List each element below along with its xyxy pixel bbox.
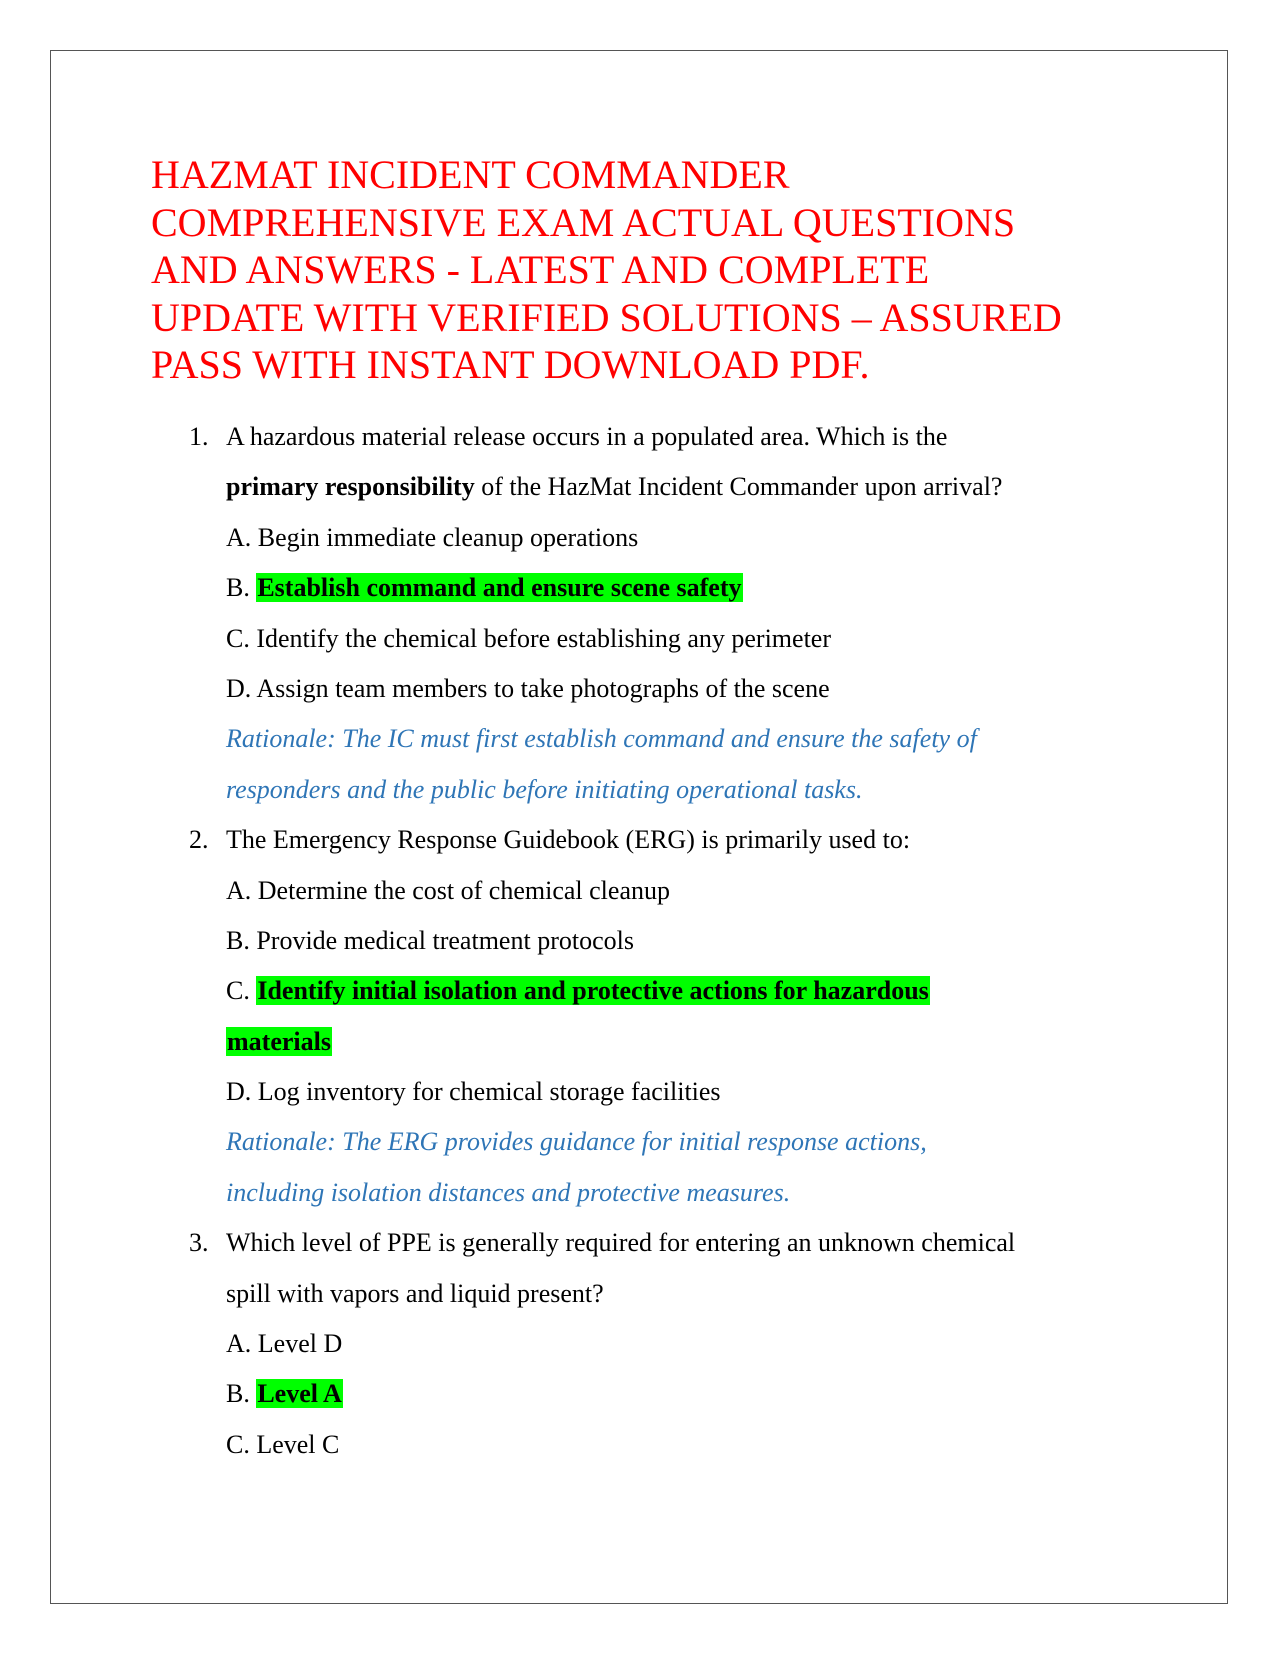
- question-2-option-c-cont: [0, 1017, 1280, 1067]
- question-2-stem: [0, 815, 1280, 865]
- question-2-option-a: [0, 866, 1280, 916]
- question-1-stem-cont: [0, 462, 1280, 512]
- question-text: spill with vapors and liquid present?: [226, 1278, 604, 1308]
- title-line: HAZMAT INCIDENT COMMANDER: [151, 152, 790, 197]
- emphasis-text: primary responsibility: [226, 472, 475, 502]
- rationale-text: Rationale: The ERG provides guidance for initial response actions,: [226, 1127, 927, 1157]
- option-text: D. Log inventory for chemical storage facilities: [226, 1077, 721, 1107]
- option-letter: C.: [226, 976, 257, 1006]
- question-2-option-b: [0, 916, 1280, 966]
- option-letter: B.: [226, 1379, 257, 1409]
- correct-answer-highlight: Establish command and ensure scene safety: [257, 573, 742, 603]
- question-number: 1.: [189, 422, 209, 451]
- question-number: 2.: [189, 825, 209, 855]
- rationale-text: Rationale: The IC must first establish command and ensure the safety of: [226, 724, 977, 754]
- option-letter: B.: [226, 573, 257, 603]
- rationale-text: including isolation distances and protective measures.: [226, 1177, 791, 1207]
- title-line: UPDATE WITH VERIFIED SOLUTIONS – ASSURED: [151, 294, 1062, 340]
- question-2-rationale: [0, 1117, 1280, 1167]
- title-line: AND ANSWERS - LATEST AND COMPLETE: [151, 247, 930, 292]
- document-title: [151, 151, 1151, 389]
- correct-answer-highlight: Identify initial isolation and protective actions for hazardous: [257, 976, 929, 1006]
- question-number: 3.: [189, 1228, 209, 1258]
- option-text: D. Assign team members to take photographs of the scene: [226, 673, 830, 703]
- option-text: A. Level D: [226, 1329, 343, 1359]
- correct-answer-highlight: Level A: [257, 1379, 342, 1409]
- question-1-stem: [0, 412, 1280, 462]
- question-text: The Emergency Response Guidebook (ERG) is primarily used to:: [226, 825, 911, 855]
- question-2-option-c: [0, 966, 1280, 1016]
- question-1-rationale-cont: [0, 765, 1280, 815]
- question-3-option-b: [0, 1369, 1280, 1419]
- question-1-option-d: [0, 664, 1280, 714]
- option-text: C. Identify the chemical before establishing any perimeter: [226, 623, 831, 653]
- option-text: C. Level C: [226, 1429, 340, 1459]
- question-1-option-c: [0, 614, 1280, 664]
- question-1-rationale: [0, 714, 1280, 764]
- question-text: Which level of PPE is generally required for entering an unknown chemical: [226, 1228, 1016, 1258]
- question-1-option-a: [0, 513, 1280, 563]
- question-2-rationale-cont: [0, 1168, 1280, 1218]
- rationale-text: responders and the public before initiating operational tasks.: [226, 774, 863, 804]
- option-text: A. Begin immediate cleanup operations: [226, 522, 639, 552]
- question-3-stem-cont: [0, 1269, 1280, 1319]
- title-line: PASS WITH INSTANT DOWNLOAD PDF.: [151, 342, 870, 387]
- question-list: [0, 412, 1280, 1470]
- question-3-option-c: [0, 1420, 1280, 1470]
- question-text: of the HazMat Incident Commander upon arrival?: [474, 472, 1003, 502]
- question-2-option-d: [0, 1067, 1280, 1117]
- question-3-stem: [0, 1218, 1280, 1268]
- question-text: A hazardous material release occurs in a populated area. Which is the: [226, 422, 948, 451]
- option-text: A. Determine the cost of chemical cleanup: [226, 875, 670, 905]
- question-3-option-a: [0, 1319, 1280, 1369]
- option-text: B. Provide medical treatment protocols: [226, 925, 634, 955]
- correct-answer-highlight: materials: [227, 1026, 331, 1056]
- question-1-option-b: [0, 563, 1280, 613]
- title-line: COMPREHENSIVE EXAM ACTUAL QUESTIONS: [151, 199, 1016, 245]
